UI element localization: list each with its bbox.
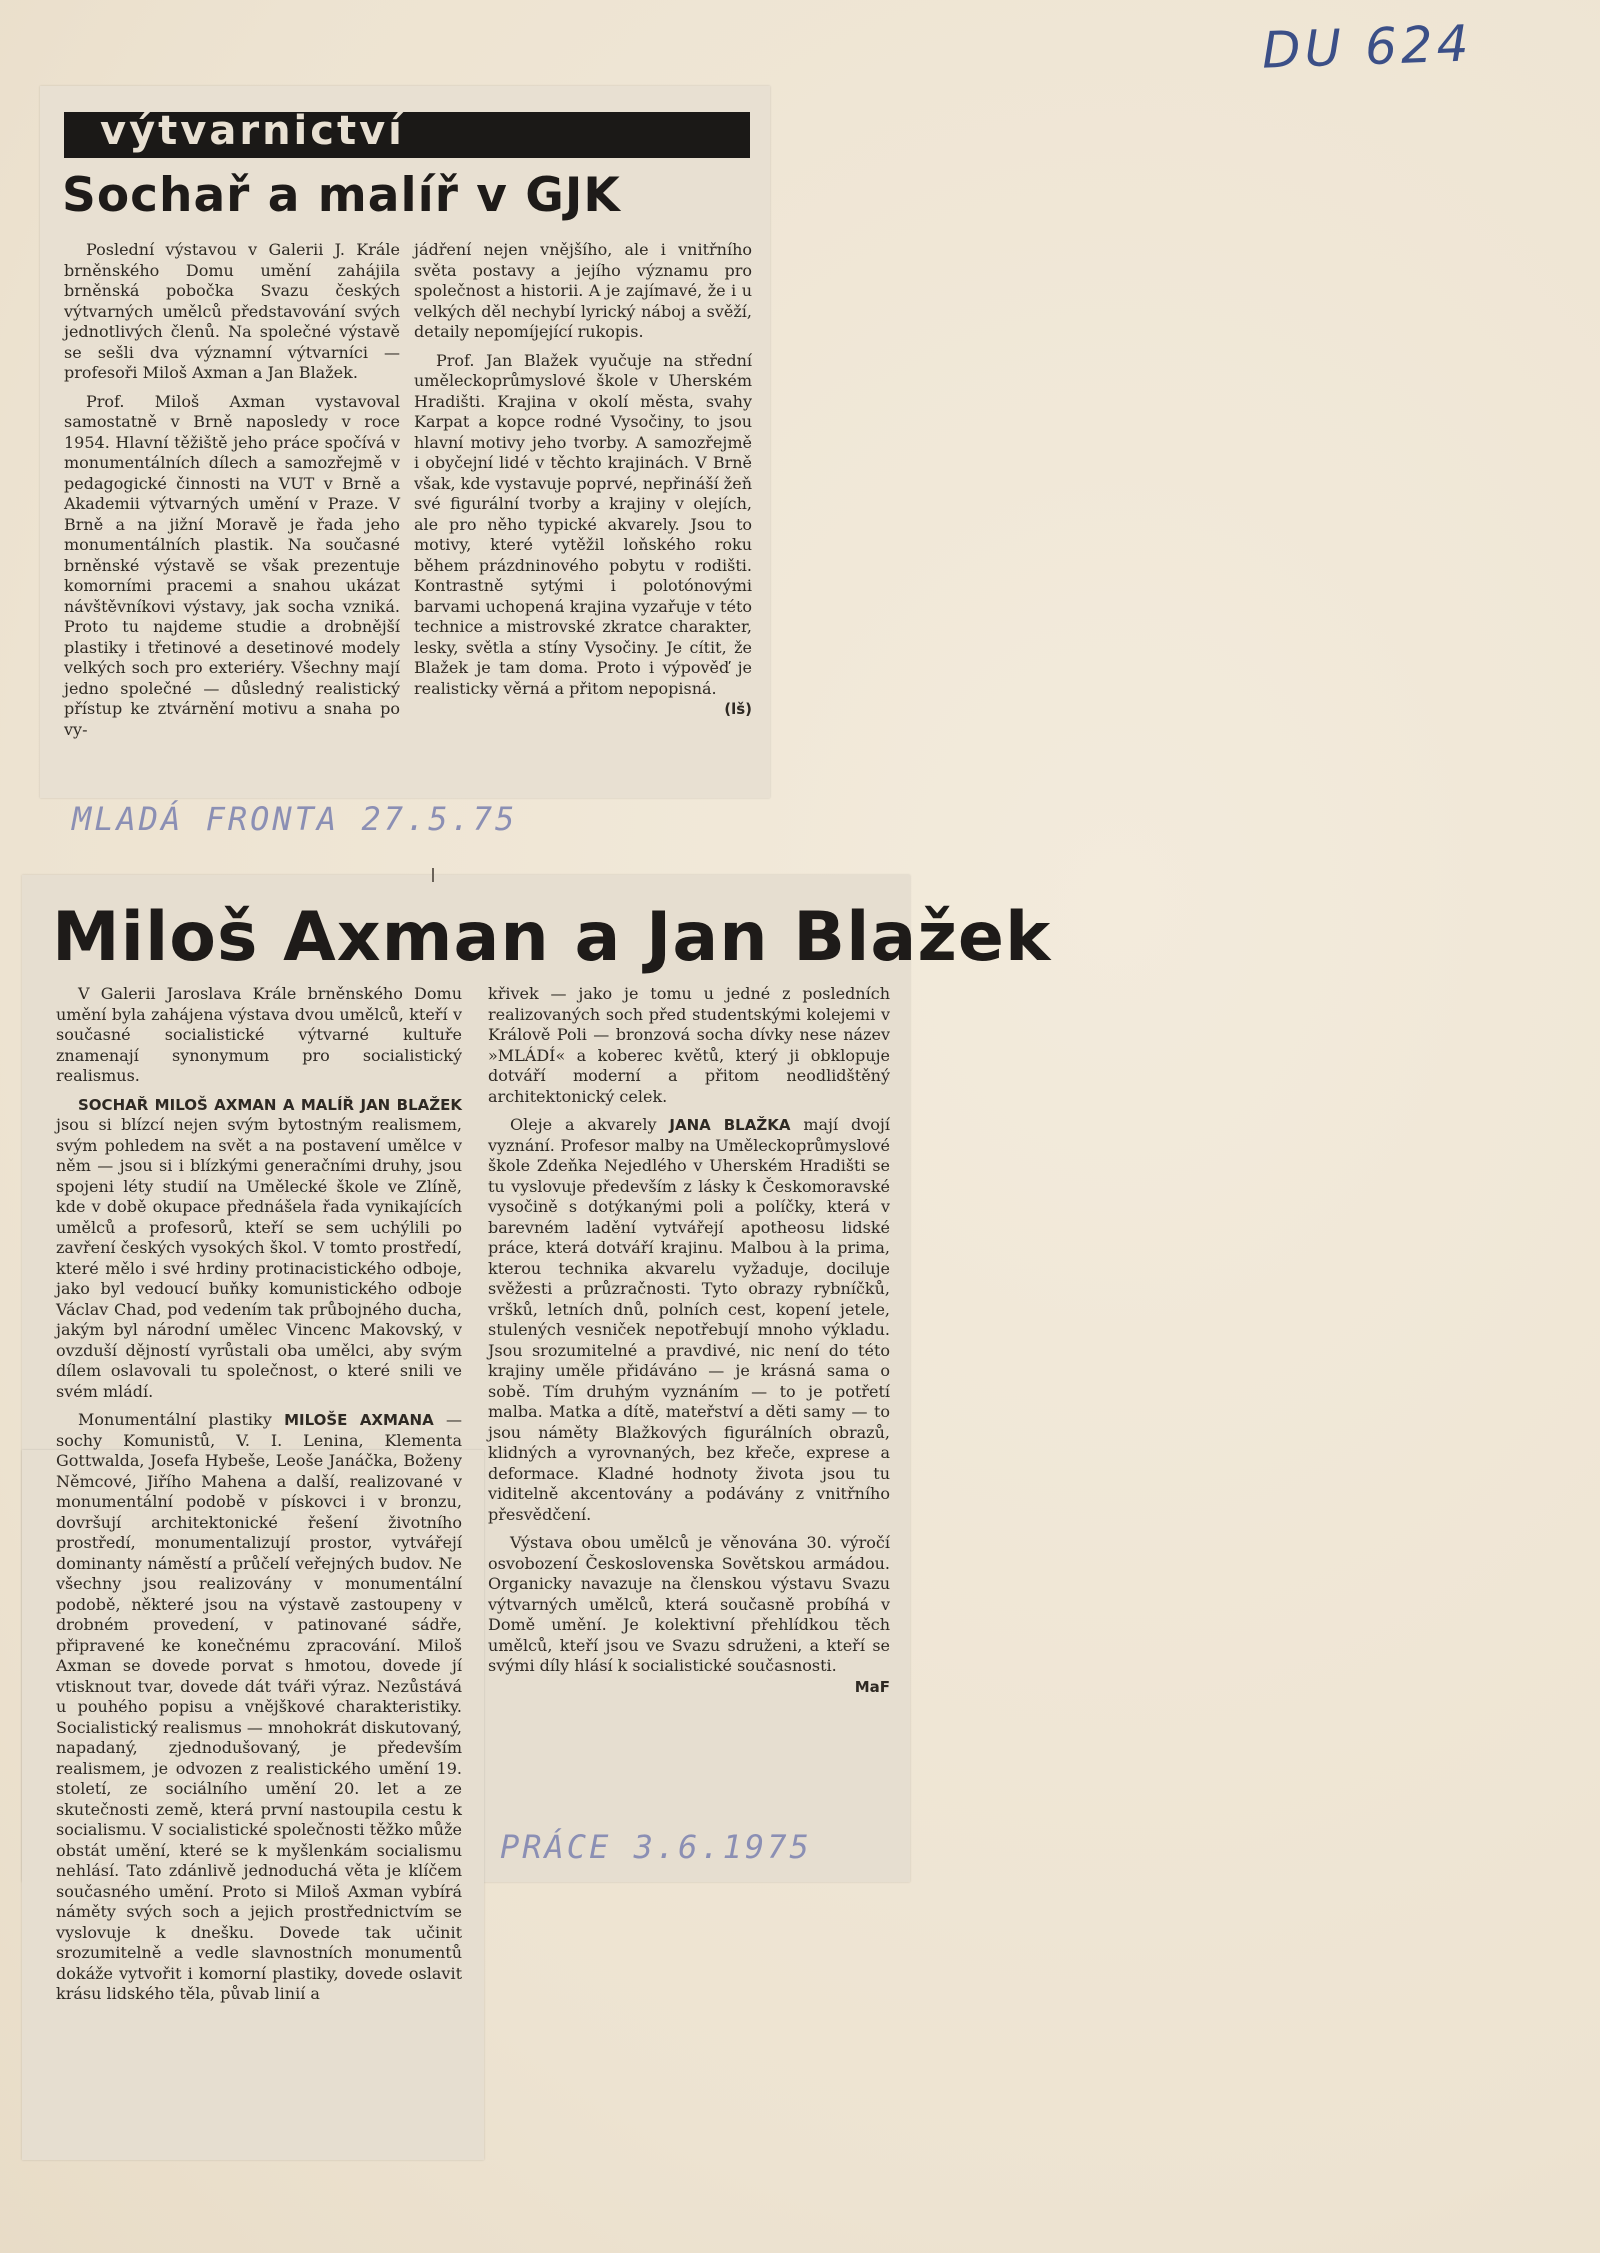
article-paragraph: mají dvojí vyznání. Profesor malby na Uměleckoprůmyslové škole Zdeňka Nejedlého v Uherském Hradišti se tu vyslovuje především z lásky k Českomoravské vysočině s dotýkanými poli a políčky, která v barevném ladění vytvářejí apotheosu lidské práce, která dotváří krajinu. Malbou à la prima, kterou technika akvarelu vyžaduje, dociluje svěžesti a průzračnosti. Tyto obrazy rybníčků, vršků, letních dnů, polních cest, kopení jetele, stulených vesniček nepotřebují mnoho výkladu. Jsou srozumitelné a pravdivé, nic není do této krajiny uměle přidáváno — je krásná sama o sobě. Tím druhým vyznáním — to je potřetí malba. Matka a dítě, mateřství a děti samy — to jsou náměty Blažkových figurálních obrazů, klidných a vyrovnaných, bez křeče, exprese a deformace. Kladné hodnoty života jsou tu viditelně akcentovány a podávány z vnitřního přesvědčení.: [488, 1115, 890, 1524]
clipping1-column-2: [414, 240, 752, 720]
article-paragraph: křivek — jako je tomu u jedné z posledních realizovaných soch před studentskými kolejemi v Králově Poli — bronzová socha dívky nese název »MLÁDÍ« a koberec květů, který ji obklopuje dotváří moderní a přitom neodlidštěný architektonický celek.: [488, 984, 890, 1106]
article-paragraph: Poslední výstavou v Galerii J. Krále brněnského Domu umění zahájila brněnská pobočka Svazu českých výtvarných umělců představování svých jednotlivých členů. Na společné výstavě se sešli dva významní výtvarníci — profesoři Miloš Axman a Jan Blažek.: [64, 240, 400, 382]
article-paragraph: — sochy Komunistů, V. I. Lenina, Klementa Gottwalda, Josefa Hybeše, Leoše Janáčka, Boženy Němcové, Jiřího Mahena a další, realizované v monumentální podobě v pískovci i v bronzu, dovršují architektonické řešení životního prostředí, monumentalizují prostor, vytvářejí dominanty náměstí a průčelí veřejných budov. Ne všechny jsou realizovány v monumentální podobě, některé jsou na výstavě zastoupeny v drobném provedení, v patinované sádře, připravené ke konečnému zpracování. Miloš Axman se dovede porvat s hmotou, dovede jí vtisknout tvar, dovede dát tváři výraz. Nezůstává u pouhého popisu a vnějškové charakteristiky. Socialistický realismus — mnohokrát diskutovaný, napadaný, zjednodušovaný, je především realismem, je odvozen z realistického umění 19. století, ze sociálního umění 20. let a ze skutečnosti země, která první nastoupila cestu k socialismu. V socialistické společnosti těžko může obstát umění, které se k myšlenkám socialismu nehlásí. Tato zdánlivě jednoduchá věta je klíčem současného umění. Proto si Miloš Axman vybírá náměty svých soch a jejich prostřednictvím se vyslovuje k dnešku. Dovede tak učinit srozumitelně a vedle slavnostních monumentů dokáže vytvořit i komorní plastiky, dovede oslavit krásu lidského těla, půvab linií a: [56, 1410, 462, 2003]
handwritten-source-note: PRÁCE 3.6.1975: [500, 1828, 812, 1866]
clipping2-headline: Miloš Axman a Jan Blažek: [52, 898, 1052, 977]
article-paragraph-wrap: [56, 1095, 462, 1403]
article-paragraph-wrap: [414, 350, 752, 718]
article-paragraph-lead: Oleje a akvarely: [510, 1115, 657, 1134]
article-paragraph: jsou si blízcí nejen svým bytostným realismem, svým pohledem na svět a na postavení umělce v něm — jsou si i blízkými generačními druhy, jsou spojeni léty studií na Umělecké škole ve Zlíně, kde v době okupace přednášela řada vynikajících umělců a profesorů, kteří se sem uchýlili po zavření českých vysokých škol. V tomto prostředí, které mělo i své hrdiny protinacistického odboje, jako byl vedoucí buňky komunistického odboje Václav Chad, pod vedením tak průbojného ducha, jakým byl národní umělec Vincenc Makovský, v ovzduší dějností vyrůstali oba umělci, aby svým dílem oslavovali tu společnost, o které snili ve svém mládí.: [56, 1115, 462, 1401]
article-paragraph: Prof. Miloš Axman vystavoval samostatně v Brně naposledy v roce 1954. Hlavní těžiště jeho práce spočívá v monumentálních dílech a samozřejmě v pedagogické činnosti na VUT v Brně a Akademii výtvarných umění v Praze. V Brně a na jižní Moravě je řada jeho monumentálních plastik. Na současné brněnské výstavě se však prezentuje komorními pracemi a snahou ukázat návštěvníkovi výstavy, jak socha vzniká. Proto tu najdeme studie a drobnější plastiky i třetinové a desetinové modely velkých soch pro exteriéry. Všechny mají jedno společné — důsledný realistický přístup ke ztvárnění motivu a snaha po vy-: [64, 391, 400, 739]
article-paragraph: Prof. Jan Blažek vyučuje na střední uměleckoprůmyslové škole v Uherském Hradišti. Krajina v okolí města, svahy Karpat a kopce rodné Vysočiny, to jsou hlavní motivy jeho tvorby. A samozřejmě i obyčejní lidé v těchto krajinách. V Brně však, kde vystavuje poprvé, nepřináší žeň své figurální tvorby a krajiny v olejích, ale pro něho typické akvarely. Jsou to motivy, které vytěžil loňského roku během prázdninového pobytu v rodišti. Kontrastně sytými i polotónovými barvami uchopená krajina vyzařuje v této technice a mistrovské zkratce charakter, lesky, světla a stíny Vysočiny. Je cítit, že Blažek je tam doma. Proto i výpověď je realisticky věrná a přitom nepopisná.: [414, 350, 752, 698]
handwritten-source-note: MLADÁ FRONTA 27.5.75: [72, 800, 518, 838]
article-paragraph-wrap: [56, 1410, 462, 2005]
article-paragraph-wrap: [488, 1115, 890, 1525]
clipping1-column-1: [64, 240, 400, 748]
article-paragraph-wrap: [488, 1533, 890, 1696]
archive-reference-mark: DU 624: [1261, 14, 1474, 80]
article-paragraph: jádření nejen vnějšího, ale i vnitřního světa postavy a jejího významu pro společnost a historii. A je zajímavé, že i u velkých děl nechybí lyrický náboj a svěží, detaily nepomíjející rukopis.: [414, 240, 752, 341]
clipping1-headline: Sochař a malíř v GJK: [62, 168, 621, 223]
author-signature: (lš): [724, 700, 752, 718]
emphasis-name: MILOŠE AXMANA: [284, 1411, 434, 1429]
article-paragraph: V Galerii Jaroslava Krále brněnského Domu umění byla zahájena výstava dvou umělců, kteří v současné socialistické výtvarné kultuře znamenají synonymum pro socialistický realismus.: [56, 984, 462, 1085]
article-paragraph-lead: Monumentální plastiky: [78, 1410, 272, 1429]
emphasis-name: JANA BLAŽKA: [669, 1116, 791, 1134]
scissor-mark: [432, 868, 434, 882]
author-signature: MaF: [854, 1677, 890, 1696]
emphasis-names: SOCHAŘ MILOŠ AXMAN A MALÍŘ JAN BLAŽEK: [78, 1095, 462, 1114]
clipping2-column-2: [488, 984, 890, 1697]
article-paragraph: Výstava obou umělců je věnována 30. výročí osvobození Československa Sovětskou armádou. Organicky navazuje na členskou výstavu Svazu výtvarných umělců, která současně probíhá v Domě umění. Je kolektivní přehlídkou těch umělců, kteří jsou ve Svazu sdruženi, a kteří se svými díly hlásí k socialistické současnosti.: [488, 1533, 890, 1675]
section-label: výtvarnictví: [100, 108, 405, 154]
clipping2-column-1: [56, 984, 462, 2013]
